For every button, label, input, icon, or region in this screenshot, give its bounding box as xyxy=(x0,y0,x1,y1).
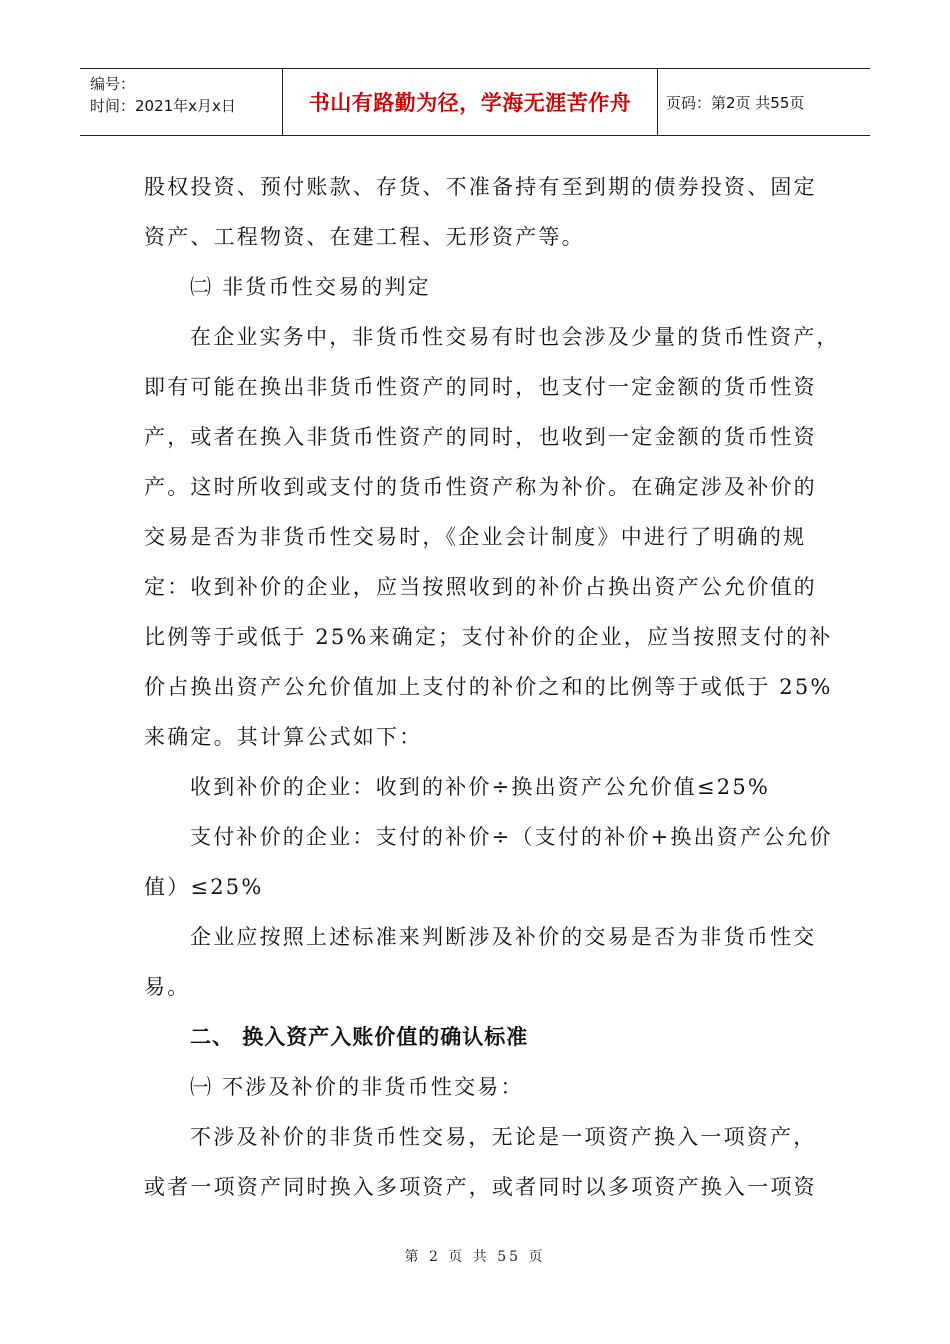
formula-line: 收到补价的企业：收到的补价÷换出资产公允价值≤25% xyxy=(190,775,771,799)
body-line: 易。 xyxy=(144,975,191,999)
body-line: 产。这时所收到或支付的货币性资产称为补价。在确定涉及补价的 xyxy=(144,475,817,499)
subsection-heading: ㈠ 不涉及补价的非货币性交易： xyxy=(190,1075,524,1099)
body-line: 价占换出资产公允价值加上支付的补价之和的比例等于或低于 25% xyxy=(144,675,833,699)
header-page-info: 页码：第2页 共55页 xyxy=(666,93,805,112)
body-line: 资产、工程物资、在建工程、无形资产等。 xyxy=(144,225,585,249)
section-heading: 二、 换入资产入账价值的确认标准 xyxy=(190,1025,529,1049)
body-line: 股权投资、预付账款、存货、不准备持有至到期的债券投资、固定 xyxy=(144,175,817,199)
header-motto: 书山有路勤为径，学海无涯苦作舟 xyxy=(283,69,658,135)
formula-line: 支付补价的企业：支付的补价÷（支付的补价+换出资产公允价 xyxy=(190,825,833,849)
document-date: 时间：2021年x月x日 xyxy=(90,97,236,115)
body-line: 产，或者在换入非货币性资产的同时，也收到一定金额的货币性资 xyxy=(144,425,817,449)
body-line: 比例等于或低于 25%来确定；支付补价的企业，应当按照支付的补 xyxy=(144,625,833,649)
body-line: 来确定。其计算公式如下： xyxy=(144,725,423,749)
body-line: 在企业实务中，非货币性交易有时也会涉及少量的货币性资产， xyxy=(190,325,840,349)
body-line: 企业应按照上述标准来判断涉及补价的交易是否为非货币性交 xyxy=(190,925,817,949)
document-number: 编号： xyxy=(90,75,136,93)
body-line: 不涉及补价的非货币性交易，无论是一项资产换入一项资产， xyxy=(190,1125,817,1149)
body-line: 定：收到补价的企业，应当按照收到的补价占换出资产公允价值的 xyxy=(144,575,817,599)
body-line: 交易是否为非货币性交易时，《企业会计制度》中进行了明确的规 xyxy=(144,525,807,549)
subsection-heading: ㈡ 非货币性交易的判定 xyxy=(190,275,431,299)
formula-line: 值）≤25% xyxy=(144,875,264,899)
body-line: 或者一项资产同时换入多项资产，或者同时以多项资产换入一项资 xyxy=(144,1175,817,1199)
body-line: 即有可能在换出非货币性资产的同时，也支付一定金额的货币性资 xyxy=(144,375,817,399)
page-footer: 第 2 页 共 55 页 xyxy=(404,1249,546,1265)
